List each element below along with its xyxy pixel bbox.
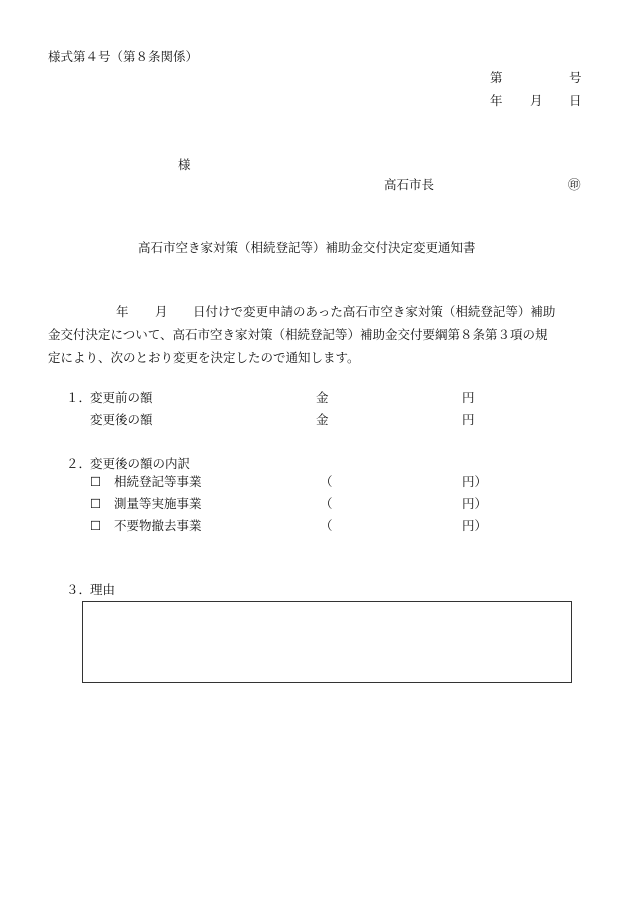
checkbox-icon[interactable]: ☐: [90, 496, 102, 511]
breakdown-yen: 円）: [462, 474, 488, 489]
breakdown-paren-open: （: [320, 474, 333, 489]
sender-name: 高石市長: [384, 177, 435, 192]
document-number-prefix: 第: [490, 70, 503, 85]
breakdown-yen: 円）: [462, 518, 488, 533]
section-3-title: 理由: [90, 582, 116, 597]
breakdown-paren-open: （: [320, 496, 333, 511]
after-amount-kin: 金: [316, 412, 329, 427]
breakdown-item-inheritance-registration: 相続登記等事業: [114, 474, 202, 489]
body-year: 年: [116, 304, 129, 319]
body-month: 月: [155, 304, 168, 319]
before-amount-kin: 金: [316, 390, 329, 405]
date-day: 日: [569, 93, 582, 108]
document-title: 高石市空き家対策（相続登記等）補助金交付決定変更通知書: [138, 240, 476, 255]
before-amount-label: 変更前の額: [90, 390, 153, 405]
breakdown-paren-open: （: [320, 518, 333, 533]
document-number-suffix: 号: [569, 70, 582, 85]
date-month: 月: [530, 93, 543, 108]
breakdown-yen: 円）: [462, 496, 488, 511]
addressee-suffix: 様: [178, 157, 191, 172]
body-line-2: 金交付決定について、高石市空き家対策（相続登記等）補助金交付要綱第８条第３項の規: [48, 327, 548, 342]
checkbox-icon[interactable]: ☐: [90, 518, 102, 533]
before-amount-yen: 円: [462, 390, 475, 405]
seal-mark: ㊞: [568, 177, 581, 192]
section-2-number: ２．: [66, 456, 92, 471]
section-2-title: 変更後の額の内訳: [90, 456, 191, 471]
checkbox-icon[interactable]: ☐: [90, 474, 102, 489]
date-year: 年: [490, 93, 503, 108]
section-3-number: ３．: [66, 582, 92, 597]
breakdown-item-waste-removal: 不要物撤去事業: [114, 518, 202, 533]
body-line-1: 日付けで変更申請のあった高石市空き家対策（相続登記等）補助: [193, 304, 556, 319]
body-line-3: 定により、次のとおり変更を決定したので通知します。: [48, 350, 360, 365]
breakdown-item-survey: 測量等実施事業: [114, 496, 202, 511]
section-1-number: １．: [66, 390, 92, 405]
after-amount-yen: 円: [462, 412, 475, 427]
after-amount-label: 変更後の額: [90, 412, 153, 427]
reason-box[interactable]: [82, 601, 572, 683]
form-label: 様式第４号（第８条関係）: [48, 49, 199, 64]
